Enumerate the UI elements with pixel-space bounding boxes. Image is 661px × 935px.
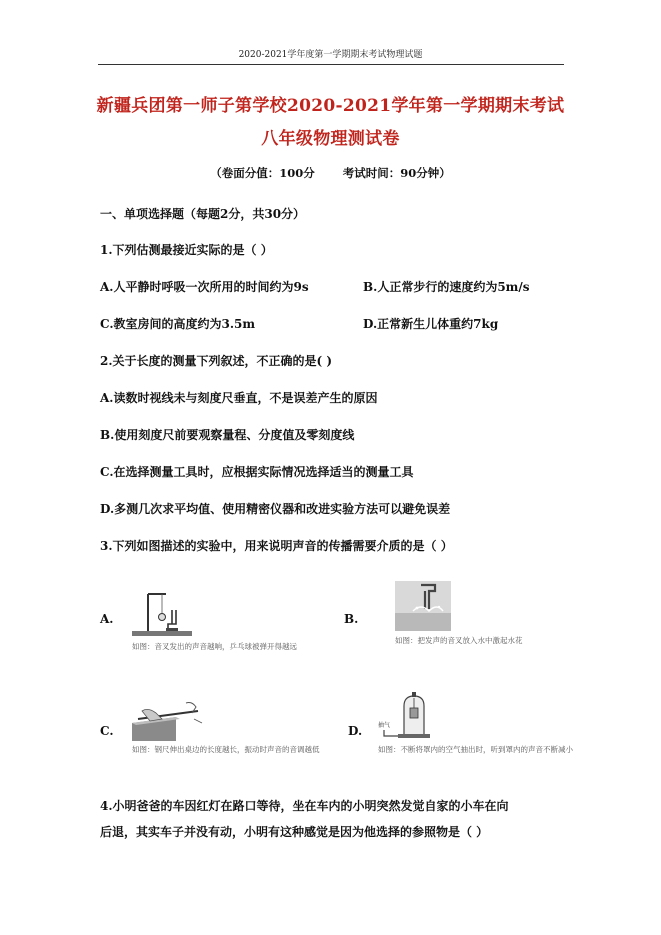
- q1-stem: 1.下列估测最接近实际的是（ ）: [100, 243, 273, 257]
- q4-stem-line1: 4.小明爸爸的车因红灯在路口等待，坐在车内的小明突然发觉自家的小车在向: [100, 799, 509, 813]
- q2-stem: 2.关于长度的测量下列叙述，不正确的是( ): [100, 354, 333, 368]
- q3-figure-d: [378, 690, 448, 740]
- exam-title-line2: 八年级物理测试卷: [261, 129, 400, 149]
- time-info: 考试时间：90分钟）: [342, 166, 451, 180]
- q2-option-b: B.使用刻度尺前要观察量程、分度值及零刻度线: [100, 428, 355, 442]
- q3-figure-a: [132, 588, 192, 638]
- q1-option-c: C.教室房间的高度约为3.5m: [100, 317, 256, 331]
- score-info: （卷面分值：100分: [210, 166, 315, 180]
- q4-stem-line2: 后退，其实车子并没有动，小明有这种感觉是因为他选择的参照物是（ ）: [100, 825, 489, 839]
- q2-option-c: C.在选择测量工具时，应根据实际情况选择适当的测量工具: [100, 465, 414, 479]
- q3-caption-c: 如图：钢尺伸出桌边的长度越长，振动时声音的音调越低: [132, 745, 320, 754]
- q3-figure-b: [395, 581, 451, 631]
- q2-option-d: D.多测几次求平均值、使用精密仪器和改进实验方法可以避免误差: [100, 502, 451, 516]
- q3-option-d-letter: D.: [348, 724, 363, 738]
- q3-figure-c: [132, 697, 204, 741]
- q1-option-a: A.人平静时呼吸一次所用的时间约为9s: [100, 280, 309, 294]
- q1-option-b: B.人正常步行的速度约为5m/s: [363, 280, 530, 294]
- q3-caption-a: 如图：音叉发出的声音越响，乒乓球被弹开得越远: [132, 642, 297, 651]
- exam-meta: [0, 165, 661, 181]
- header-divider: [98, 64, 564, 65]
- q3-option-b-letter: B.: [344, 612, 359, 626]
- running-header: 2020-2021学年度第一学期期末考试物理试题: [238, 50, 423, 60]
- q2-option-a: A.读数时视线未与刻度尺垂直，不是误差产生的原因: [100, 391, 378, 405]
- exam-title-line1: 新疆兵团第一师子第学校2020-2021学年第一学期期末考试: [96, 96, 565, 116]
- section-heading: 一、单项选择题（每题2分，共30分）: [100, 207, 306, 221]
- q3-option-a-letter: A.: [100, 612, 114, 626]
- pump-label: 抽气: [378, 722, 391, 729]
- q3-option-c-letter: C.: [100, 724, 114, 738]
- q3-stem: 3.下列如图描述的实验中，用来说明声音的传播需要介质的是（ ）: [100, 539, 453, 553]
- q3-caption-b: 如图：把发声的音叉放入水中激起水花: [395, 636, 523, 645]
- q3-caption-d: 如图：不断将罩内的空气抽出时，听到罩内的声音不断减小: [378, 745, 573, 754]
- q1-option-d: D.正常新生儿体重约7kg: [363, 317, 499, 331]
